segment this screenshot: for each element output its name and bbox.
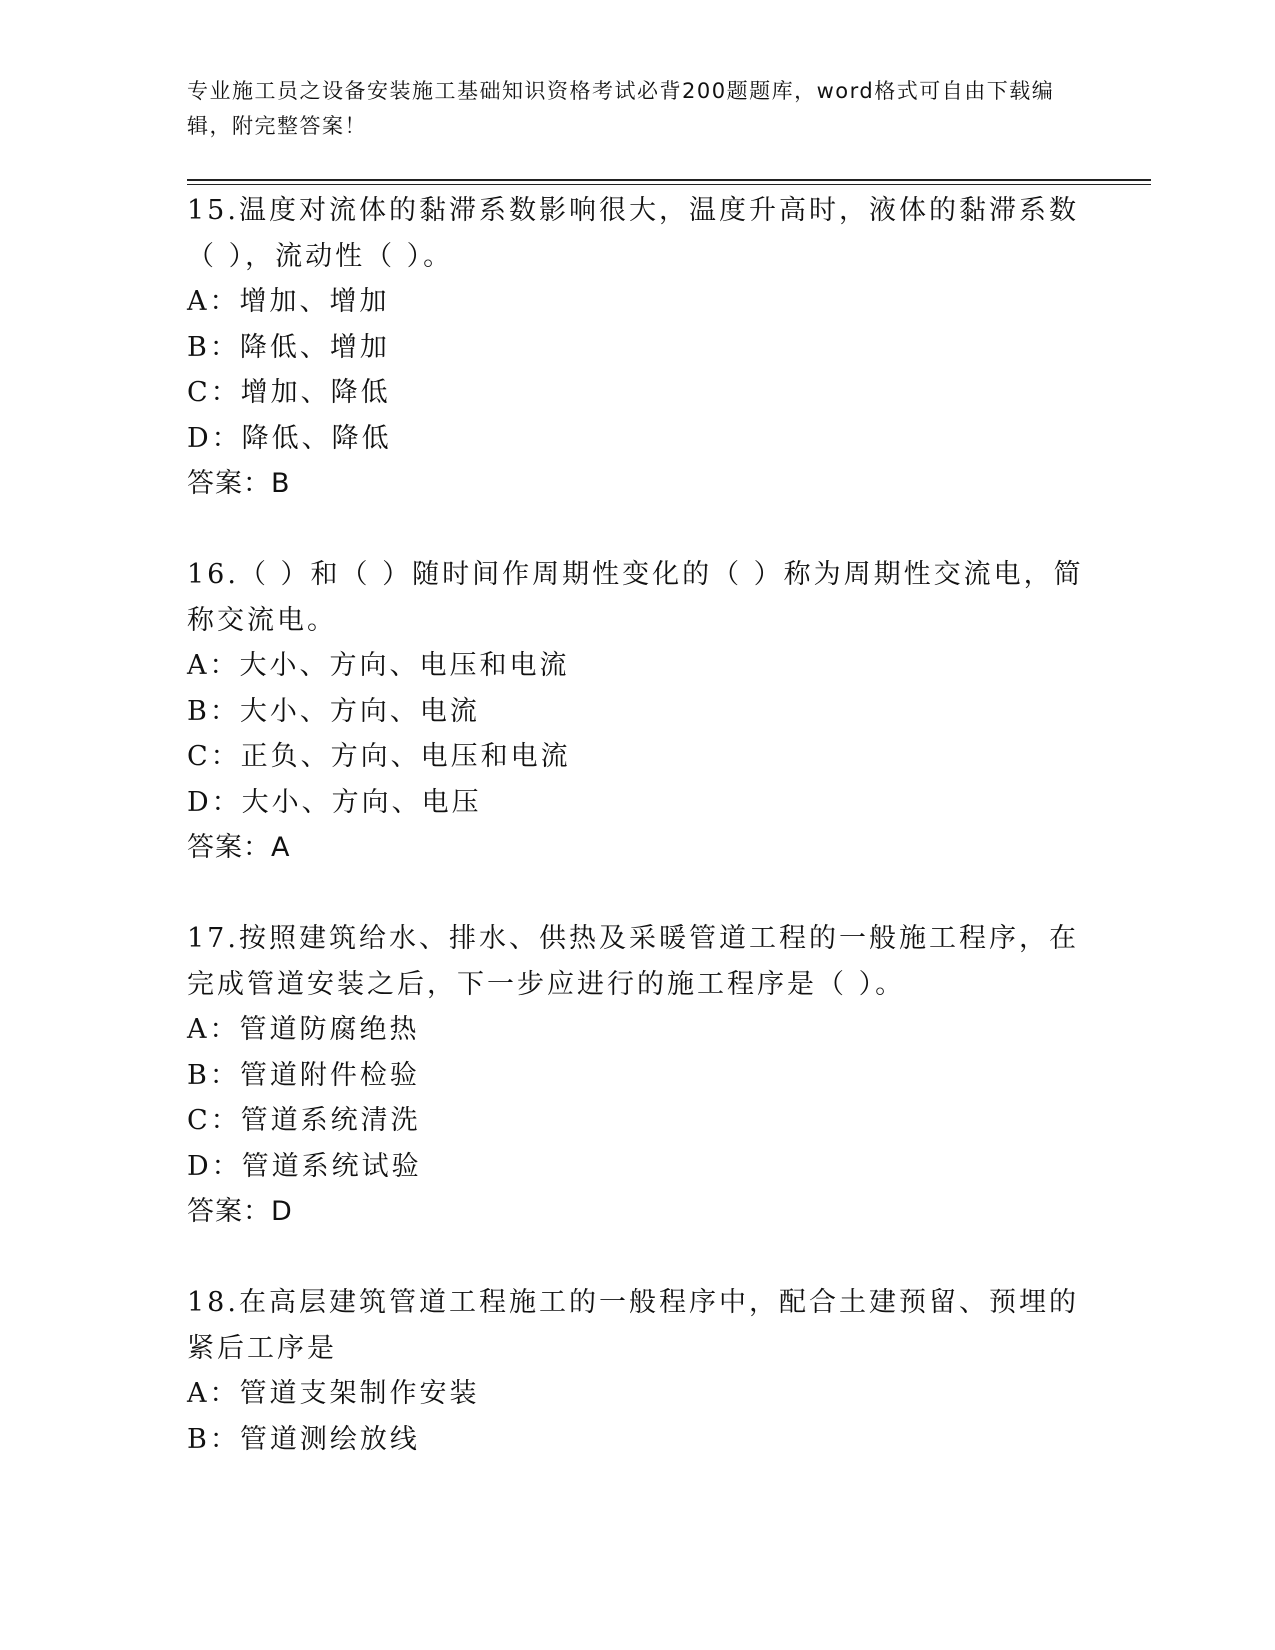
option-b: B：降低、增加 (187, 331, 390, 363)
question-text: 15.温度对流体的黏滞系数影响很大，温度升高时，液体的黏滞系数（ ），流动性（ ）。 (187, 195, 1079, 272)
option-a: A：大小、方向、电压和电流 (187, 650, 570, 681)
answer-line: 答案：B (187, 468, 291, 499)
option-d: D：管道系统试验 (187, 1150, 422, 1182)
question-18 (187, 1280, 1087, 1462)
option-d: D：降低、降低 (187, 422, 392, 454)
document-header: 专业施工员之设备安装施工基础知识资格考试必背200题题库，word格式可自由下载编辑，附完整答案！ (187, 79, 1055, 138)
option-c: C：正负、方向、电压和电流 (187, 741, 571, 772)
spacer (187, 871, 1087, 917)
option-b: B：管道测绘放线 (187, 1423, 420, 1455)
option-c: C：增加、降低 (187, 377, 391, 408)
option-c: C：管道系统清洗 (187, 1105, 421, 1136)
spacer (187, 507, 1087, 553)
question-15 (187, 188, 1087, 507)
header-divider-thin (187, 184, 1151, 185)
option-a: A：管道防腐绝热 (187, 1014, 420, 1045)
question-list (187, 188, 1087, 1462)
spacer (187, 1235, 1087, 1281)
question-17 (187, 916, 1087, 1235)
answer-line: 答案：D (187, 1196, 293, 1227)
answer-line: 答案：A (187, 832, 291, 863)
question-text: 16.（ ）和（ ）随时间作周期性变化的（ ）称为周期性交流电，简称交流电。 (187, 559, 1084, 636)
question-16 (187, 552, 1087, 871)
header-divider (187, 179, 1151, 181)
option-b: B：大小、方向、电流 (187, 695, 480, 727)
option-a: A：增加、增加 (187, 286, 390, 317)
option-d: D：大小、方向、电压 (187, 786, 482, 818)
question-text: 18.在高层建筑管道工程施工的一般程序中，配合土建预留、预埋的紧后工序是 (187, 1287, 1079, 1364)
option-a: A：管道支架制作安装 (187, 1378, 480, 1409)
option-b: B：管道附件检验 (187, 1059, 420, 1091)
question-text: 17.按照建筑给水、排水、供热及采暖管道工程的一般施工程序，在完成管道安装之后，下一步应进行的施工程序是（ ）。 (187, 923, 1079, 1000)
